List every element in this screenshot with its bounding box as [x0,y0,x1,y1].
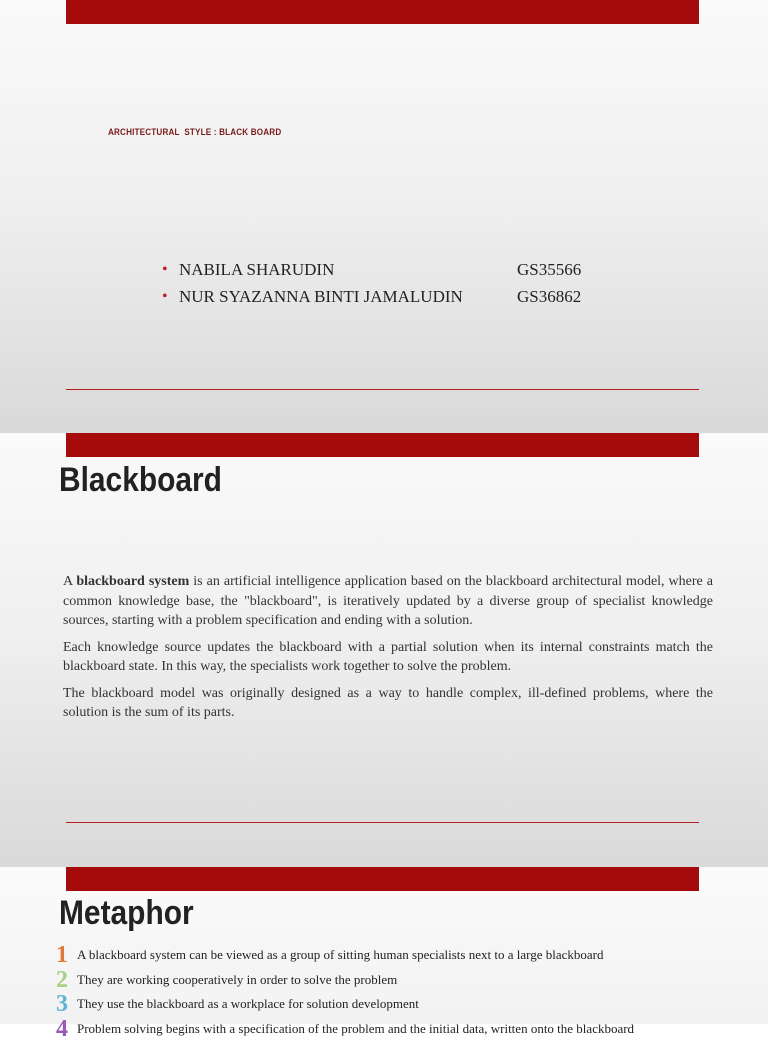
numbered-list [56,943,746,1041]
list-item-text: Problem solving begins with a specification of the problem and the initial data, written onto the blackboard [77,1020,635,1036]
author-id: GS35566 [517,259,582,279]
top-red-bar [66,433,699,457]
top-red-bar [66,867,699,891]
paragraph: The blackboard model was originally designed as a way to handle complex, ill-defined problems, where the solution is the sum of its parts. [63,685,713,720]
paragraph: Each knowledge source updates the blackboard with a partial solution when its internal constraints match the blackboard state. In this way, the specialists work together to solve the problem. [63,639,713,674]
bold-term: blackboard system [76,574,190,589]
list-item-text: They use the blackboard as a workplace for solution development [77,996,419,1012]
list-number: 1 [56,942,68,969]
author-id: GS36862 [517,286,582,306]
slide-title: Metaphor [59,894,194,932]
slide-body [63,572,713,730]
slide-title: ARCHITECTURAL STYLE : BLACK BOARD [108,127,282,137]
author-list [162,256,581,310]
list-item [56,968,746,993]
text-run: is an artificial intelligence application based on the blackboard architectural model, where a common knowledge base, the "blackboard", is iteratively updated by a diverse group of specialist knowledge sources, starting with a problem specification and ending with a solution. [63,574,713,628]
list-item [56,943,746,968]
top-red-bar [66,0,699,24]
list-item-text: They are working cooperatively in order to solve the problem [77,971,398,987]
list-item-text: A blackboard system can be viewed as a group of sitting human specialists next to a large blackboard [77,947,604,963]
bottom-divider [66,389,699,390]
bullet-icon: • [162,287,168,305]
bottom-divider [66,822,699,823]
bullet-icon: • [162,260,168,278]
blackboard-slide [0,433,768,867]
list-number: 3 [56,991,68,1018]
title-slide [0,0,768,433]
list-number: 4 [56,1015,68,1042]
text-run: A [63,574,77,589]
author-name: NUR SYAZANNA BINTI JAMALUDIN [179,286,463,306]
list-item [56,992,746,1017]
metaphor-slide [0,867,768,1042]
list-item [162,283,581,310]
slide-title: Blackboard [59,461,222,499]
author-name: NABILA SHARUDIN [179,259,335,279]
paragraph [63,572,713,631]
list-item [162,256,581,283]
list-number: 2 [56,966,68,993]
list-item [56,1017,746,1042]
